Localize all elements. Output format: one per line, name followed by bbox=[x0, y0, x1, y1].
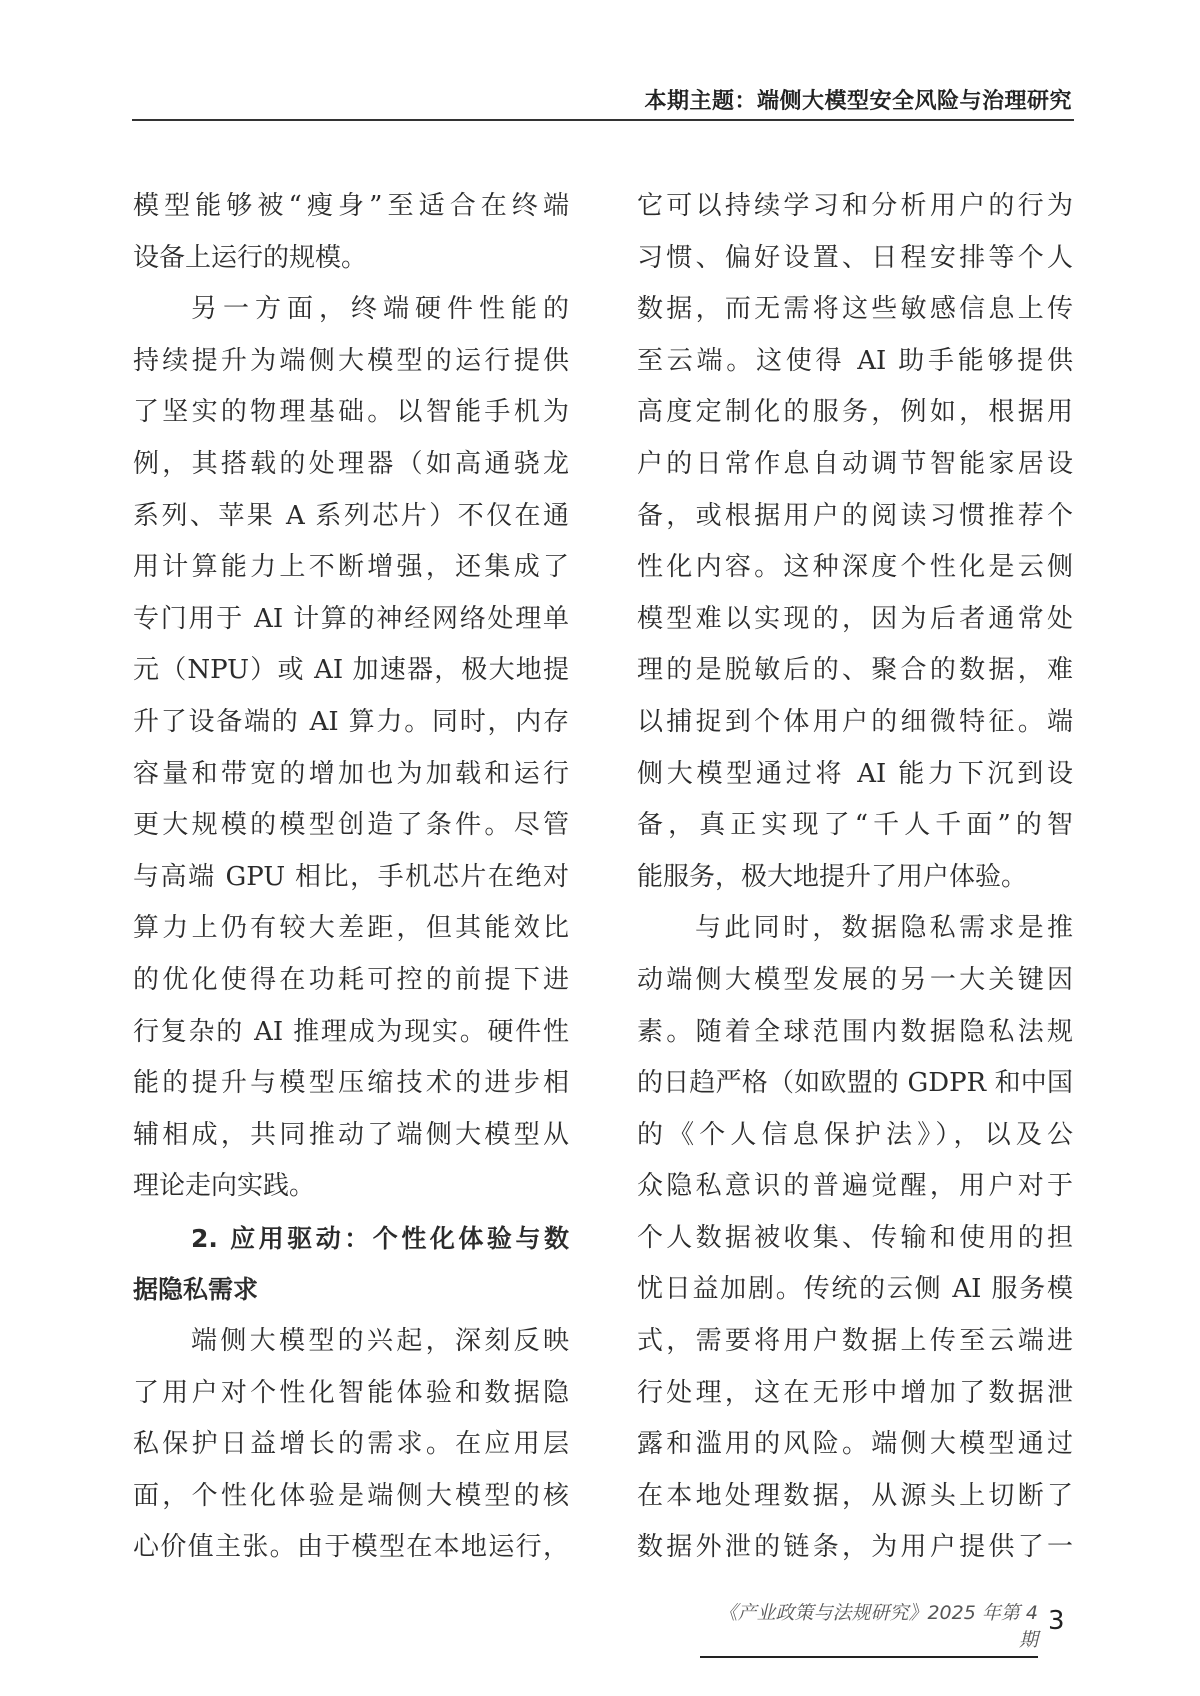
body-text-line: 了用户对个性化智能体验和数据隐 bbox=[133, 1377, 569, 1408]
body-text-line: 心价值主张。由于模型在本地运行， bbox=[133, 1532, 569, 1563]
body-text-line: 持续提升为端侧大模型的运行提供 bbox=[133, 345, 569, 376]
body-text-line: 在本地处理数据，从源头上切断了 bbox=[637, 1480, 1073, 1511]
body-text-line: 行复杂的 AI 推理成为现实。硬件性 bbox=[133, 1016, 569, 1047]
body-text-line: 备，真正实现了“千人千面”的智 bbox=[637, 810, 1073, 841]
body-text-line: 设备上运行的规模。 bbox=[133, 242, 368, 273]
body-text-line: 众隐私意识的普遍觉醒，用户对于 bbox=[637, 1171, 1073, 1202]
body-text-line: 的《个人信息保护法》），以及公 bbox=[637, 1119, 1073, 1150]
body-text-line: 模型能够被“瘦身”至适合在终端 bbox=[133, 191, 569, 221]
body-text-line: 元（NPU）或 AI 加速器，极大地提 bbox=[133, 655, 569, 686]
body-text-line: 升了设备端的 AI 算力。同时，内存 bbox=[133, 706, 569, 737]
body-text-line: 忧日益加剧。传统的云侧 AI 服务模 bbox=[637, 1274, 1073, 1305]
body-text-line: 备，或根据用户的阅读习惯推荐个 bbox=[637, 500, 1073, 531]
body-text-line: 私保护日益增长的需求。在应用层 bbox=[133, 1429, 569, 1460]
body-text-line: 能的提升与模型压缩技术的进步相 bbox=[133, 1068, 569, 1099]
body-text-line: 侧大模型通过将 AI 能力下沉到设 bbox=[637, 758, 1073, 789]
body-text-line: 面，个性化体验是端侧大模型的核 bbox=[133, 1480, 569, 1511]
body-text-line: 容量和带宽的增加也为加载和运行 bbox=[133, 758, 569, 789]
header-rule bbox=[132, 119, 1074, 121]
body-text-line: 动端侧大模型发展的另一大关键因 bbox=[637, 964, 1073, 995]
body-text-line: 数据外泄的链条，为用户提供了一 bbox=[637, 1532, 1073, 1563]
body-text-line: 能服务，极大地提升了用户体验。 bbox=[637, 861, 1028, 892]
body-text-line: 习惯、偏好设置、日程安排等个人 bbox=[637, 242, 1073, 273]
body-text-line: 例，其搭载的处理器（如高通骁龙 bbox=[133, 448, 569, 479]
left-column bbox=[133, 181, 569, 1574]
body-text-line: 与此同时，数据隐私需求是推 bbox=[695, 913, 1073, 944]
body-text-line: 系列、苹果 A 系列芯片）不仅在通 bbox=[133, 500, 569, 531]
body-text-line: 行处理，这在无形中增加了数据泄 bbox=[637, 1377, 1073, 1408]
body-text-line: 更大规模的模型创造了条件。尽管 bbox=[133, 810, 569, 841]
running-header-title: 本期主题：端侧大模型安全风险与治理研究 bbox=[644, 89, 1072, 114]
body-text-line: 模型难以实现的，因为后者通常处 bbox=[637, 603, 1073, 634]
body-text-line: 辅相成，共同推动了端侧大模型从 bbox=[133, 1119, 569, 1150]
body-text-line: 算力上仍有较大差距，但其能效比 bbox=[133, 913, 569, 944]
footer-journal-citation: 《产业政策与法规研究》2025 年第 4 期 bbox=[700, 1598, 1038, 1658]
body-text-line: 用计算能力上不断增强，还集成了 bbox=[133, 552, 569, 583]
section-heading-line: 据隐私需求 bbox=[133, 1275, 259, 1305]
body-text-line: 理的是脱敏后的、聚合的数据，难 bbox=[637, 655, 1073, 686]
body-text-line: 露和滥用的风险。端侧大模型通过 bbox=[637, 1429, 1073, 1460]
body-text-line: 另一方面，终端硬件性能的 bbox=[191, 294, 569, 325]
right-column bbox=[637, 181, 1073, 1574]
section-heading-line: 2. 应用驱动：个性化体验与数 bbox=[191, 1223, 569, 1253]
body-text-line: 它可以持续学习和分析用户的行为 bbox=[637, 191, 1073, 221]
body-text-line: 至云端。这使得 AI 助手能够提供 bbox=[637, 345, 1073, 376]
body-text-line: 户的日常作息自动调节智能家居设 bbox=[637, 448, 1073, 479]
body-text-line: 个人数据被收集、传输和使用的担 bbox=[637, 1222, 1073, 1253]
body-text-line: 性化内容。这种深度个性化是云侧 bbox=[637, 552, 1073, 583]
page-number: 3 bbox=[1048, 1606, 1065, 1636]
body-text-line: 高度定制化的服务，例如，根据用 bbox=[637, 397, 1073, 428]
body-text-line: 端侧大模型的兴起，深刻反映 bbox=[191, 1326, 569, 1357]
body-text-line: 数据，而无需将这些敏感信息上传 bbox=[637, 294, 1073, 325]
body-text-line: 了坚实的物理基础。以智能手机为 bbox=[133, 397, 569, 428]
body-text-line: 的优化使得在功耗可控的前提下进 bbox=[133, 964, 569, 995]
body-text-line: 专门用于 AI 计算的神经网络处理单 bbox=[133, 603, 569, 634]
body-text-line: 以捕捉到个体用户的细微特征。端 bbox=[637, 706, 1073, 737]
body-text-line: 理论走向实践。 bbox=[133, 1171, 316, 1202]
body-text-line: 与高端 GPU 相比，手机芯片在绝对 bbox=[133, 861, 569, 892]
body-text-line: 式，需要将用户数据上传至云端进 bbox=[637, 1326, 1073, 1357]
body-text-line: 的日趋严格（如欧盟的 GDPR 和中国 bbox=[637, 1068, 1073, 1099]
body-text-line: 素。随着全球范围内数据隐私法规 bbox=[637, 1016, 1073, 1047]
